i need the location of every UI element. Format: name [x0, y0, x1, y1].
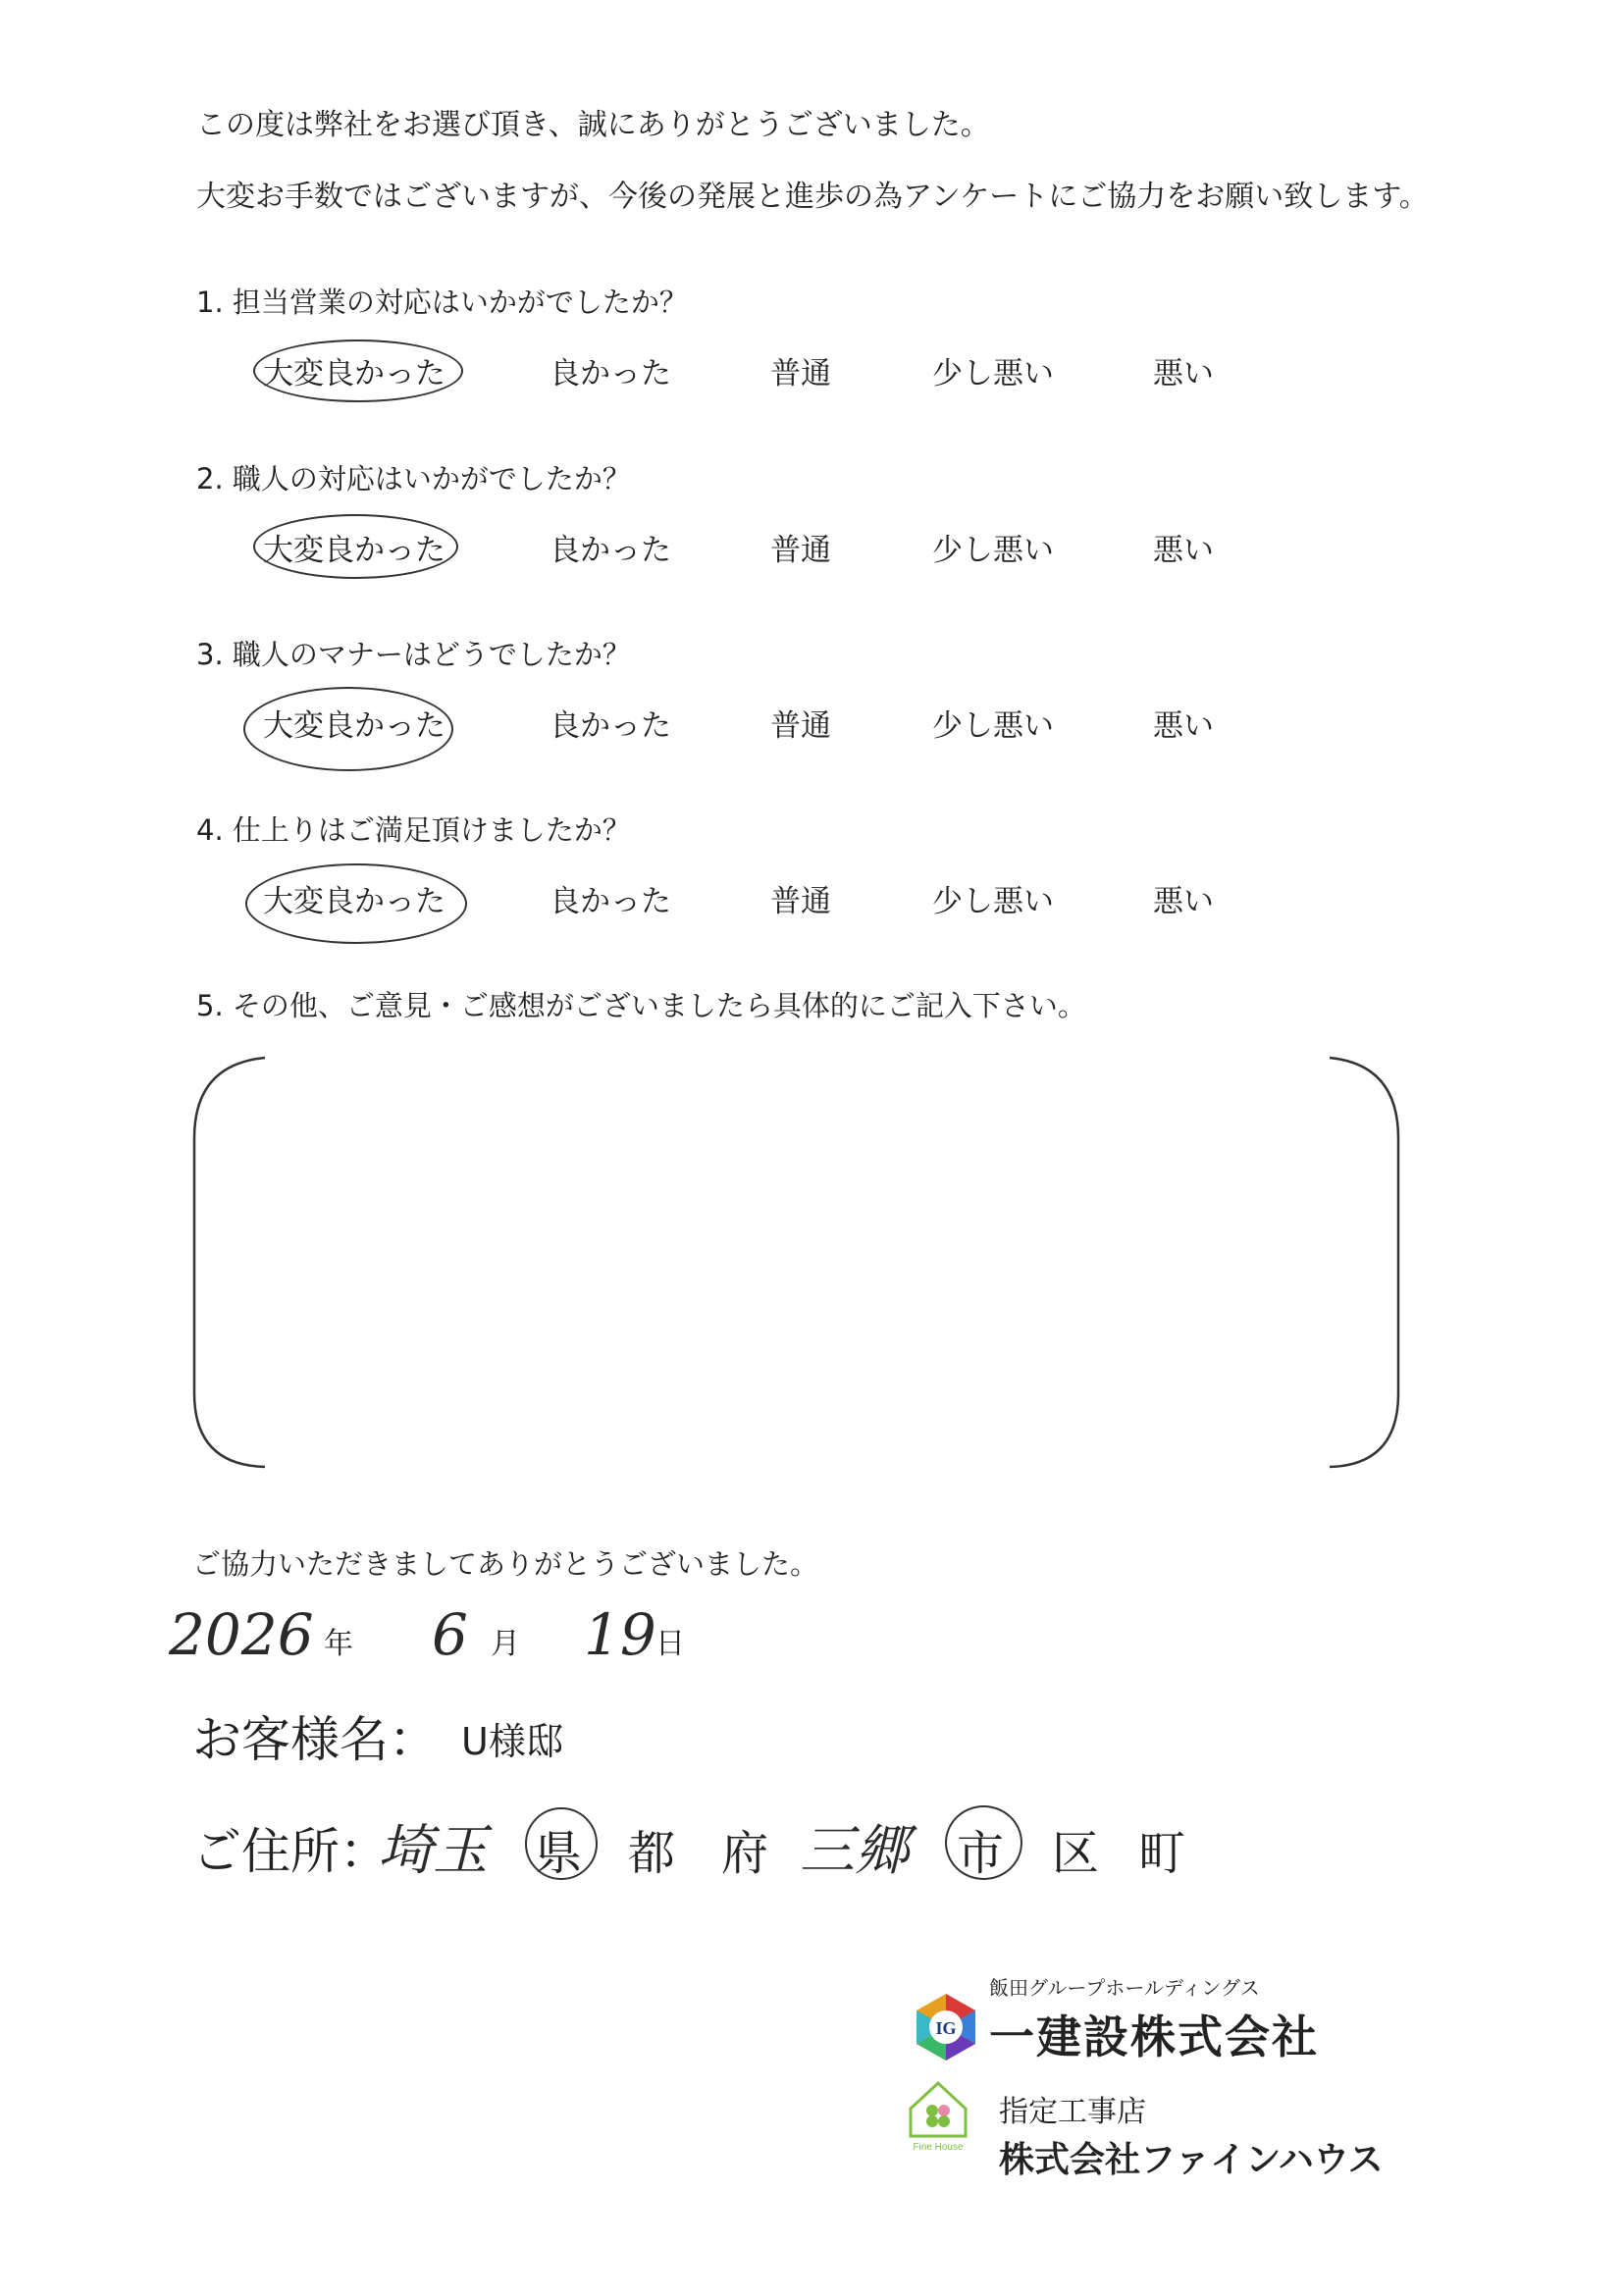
- question-2-label: 2. 職人の対応はいかがでしたか？: [196, 462, 631, 496]
- date-year-unit: 年: [324, 1627, 353, 1661]
- company-name: 一建設株式会社: [989, 2010, 1319, 2063]
- question-1-label: 1. 担当営業の対応はいかがでしたか？: [196, 286, 688, 319]
- q3-option-bad[interactable]: 悪い: [1153, 708, 1214, 744]
- date-month-unit: 月: [491, 1627, 520, 1661]
- address-city[interactable]: 三郷: [800, 1819, 910, 1883]
- question-4-label: 4. 仕上りはご満足頂けましたか？: [196, 813, 631, 847]
- city-option-cho[interactable]: 町: [1138, 1826, 1186, 1881]
- q4-option-normal[interactable]: 普通: [770, 884, 831, 919]
- pref-option-ken[interactable]: 県: [535, 1826, 583, 1881]
- question-5-label: 5. その他、ご意見・ご感想がございましたら具体的にご記入下さい。: [196, 989, 1086, 1022]
- ig-logo-text: IG: [935, 2018, 957, 2038]
- q2-option-good[interactable]: 良かった: [550, 533, 671, 568]
- fine-house-logo-text: Fine House: [913, 2142, 964, 2153]
- customer-label: お客様名：: [192, 1711, 438, 1768]
- date-day-unit: 日: [655, 1627, 685, 1661]
- city-option-ku[interactable]: 区: [1052, 1826, 1100, 1881]
- q2-option-bad[interactable]: 悪い: [1153, 533, 1214, 568]
- comment-area[interactable]: [211, 1074, 1379, 1447]
- q3-option-very-good[interactable]: 大変良かった: [263, 708, 445, 744]
- pref-option-fu[interactable]: 府: [721, 1826, 769, 1881]
- designation-label: 指定工事店: [999, 2095, 1146, 2129]
- address-prefecture[interactable]: 埼玉: [378, 1819, 488, 1883]
- q1-option-very-good[interactable]: 大変良かった: [263, 356, 445, 391]
- group-name: 飯田グループホールディングス: [989, 1976, 1260, 2000]
- fine-house-logo-icon: [903, 2075, 973, 2154]
- q4-option-slightly-bad[interactable]: 少し悪い: [932, 884, 1054, 919]
- q4-option-very-good[interactable]: 大変良かった: [263, 884, 445, 919]
- address-label: ご住所：: [192, 1823, 389, 1880]
- date-day[interactable]: 19: [584, 1601, 656, 1668]
- date-month[interactable]: 6: [432, 1601, 468, 1668]
- q3-option-normal[interactable]: 普通: [770, 708, 831, 744]
- intro-line-2: 大変お手数ではございますが、今後の発展と進歩の為アンケートにご協力をお願い致します。: [196, 180, 1429, 214]
- q1-option-normal[interactable]: 普通: [770, 356, 831, 391]
- q2-option-normal[interactable]: 普通: [770, 533, 831, 568]
- q4-option-bad[interactable]: 悪い: [1153, 884, 1214, 919]
- q3-option-slightly-bad[interactable]: 少し悪い: [932, 708, 1054, 744]
- contractor-name: 株式会社ファインハウス: [999, 2140, 1384, 2180]
- q1-option-bad[interactable]: 悪い: [1153, 356, 1214, 391]
- question-3-label: 3. 職人のマナーはどうでしたか？: [196, 638, 631, 671]
- q4-option-good[interactable]: 良かった: [550, 884, 671, 919]
- date-year[interactable]: 2026: [169, 1601, 314, 1668]
- thanks-message: ご協力いただきましてありがとうございました。: [192, 1547, 819, 1581]
- ig-logo-icon: [913, 1992, 979, 2062]
- intro-line-1: この度は弊社をお選び頂き、誠にありがとうございました。: [196, 108, 990, 142]
- pref-option-to[interactable]: 都: [628, 1826, 676, 1881]
- q2-option-slightly-bad[interactable]: 少し悪い: [932, 533, 1054, 568]
- city-option-shi[interactable]: 市: [957, 1826, 1005, 1881]
- customer-name[interactable]: U様邸: [461, 1720, 563, 1763]
- q3-option-good[interactable]: 良かった: [550, 708, 671, 744]
- q1-option-good[interactable]: 良かった: [550, 356, 671, 391]
- q2-option-very-good[interactable]: 大変良かった: [263, 533, 445, 568]
- q1-option-slightly-bad[interactable]: 少し悪い: [932, 356, 1054, 391]
